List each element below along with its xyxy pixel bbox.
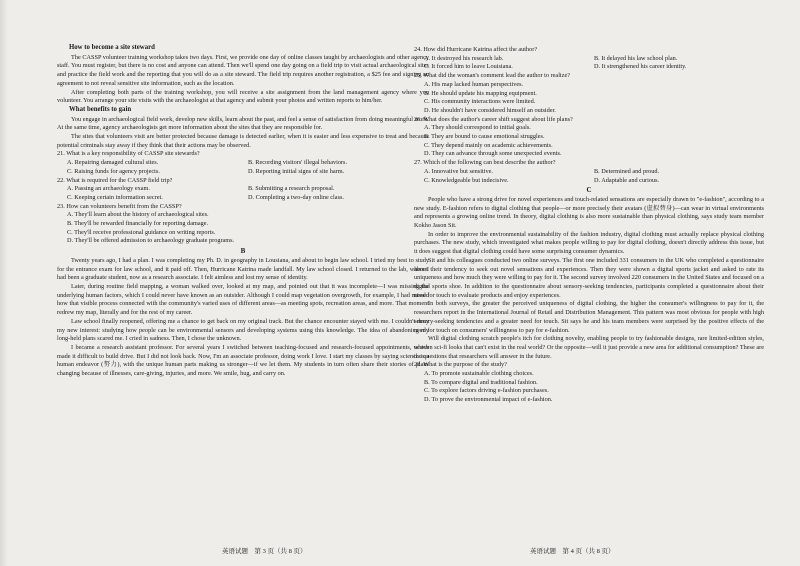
- option-25d: D. He shouldn't have considered himself an outsider.: [424, 106, 556, 114]
- option-22b: B. Submitting a research proposal.: [248, 185, 335, 193]
- option-28b: B. To compare digital and traditional fashion.: [424, 378, 538, 386]
- passage-b-paragraph-3: Law school finally reopened, offering me a chance to get back on my original track. But the chance encounter stayed with me. I couldn't deny my new interest: studying how people can be environmental sensors and developing systems using this knowledge. The idea of abandoning my long-held plans scared me. I cried in sadness. Then, I chose the unknown.: [57, 317, 429, 343]
- option-22d: D. Completing a two-day online class.: [248, 193, 344, 201]
- option-28d: D. To prove the environmental impact of e-fashion.: [424, 396, 553, 404]
- option-22a: A. Passing an archaeology exam.: [67, 185, 150, 193]
- option-21d: D. Reporting initial signs of site harm.: [248, 167, 345, 175]
- option-26a: A. They should correspond to initial goals.: [424, 124, 531, 132]
- question-28: 28. What is the purpose of the study?: [414, 361, 507, 369]
- passage-a-paragraph-1: The CASSP volunteer training workshop takes two days. First, we provide one day of online classes taught by archaeologists and other agency staff. You must register, but there is no cost and anyone can attend. Then we'll spend one day going on a field trip to visit actual archaeological sites and practice the field work and the reporting that you will do as a site steward. The field trip requires another registration, a $25 fee and signing an agreement to not reveal sensitive site information, such as the location.: [57, 53, 429, 87]
- option-25c: C. His community interactions were limited.: [424, 98, 536, 106]
- option-27d: D. Adaptable and curious.: [594, 176, 660, 184]
- question-26: 26. What does the author's career shift suggest about life plans?: [414, 115, 573, 123]
- option-27a: A. Innovative but sensitive.: [424, 167, 493, 175]
- passage-c-paragraph-5: Will digital clothing scratch people's itch for clothing novelty, enabling people to try fashionable designs, rare limited-edition styles, or even sci-fi looks that can't exist in the real world? Or the opposite—will it just provide a new area for additional consumption? These are the questions that researchers will answer in the future.: [414, 335, 764, 360]
- section-b-label: B: [240, 247, 246, 256]
- heading-site-steward: How to become a site steward: [69, 44, 155, 51]
- heading-benefits: What benefits to gain: [69, 105, 132, 113]
- question-25: 25. What did the woman's comment lead the author to realize?: [414, 72, 570, 80]
- right-page: [414, 46, 764, 405]
- question-21: 21. What is a key responsibility of CASSP site stewards?: [57, 150, 200, 158]
- option-21a: A. Repairing damaged cultural sites.: [67, 159, 159, 167]
- passage-a-paragraph-3: You engage in archaeological field work, develop new skills, learn about the past, and feel a sense of satisfaction from doing meaningful work. At the same time, agency archaeologists get more information about the sites that they are responsible for.: [57, 115, 429, 132]
- option-23b: B. They'll be rewarded financially for reporting damage.: [67, 220, 209, 228]
- question-24: 24. How did Hurricane Katrina affect the author?: [414, 46, 538, 53]
- option-27c: C. Knowledgeable but indecisive.: [424, 176, 509, 184]
- passage-a-paragraph-4: The sites that volunteers visit are better protected because damage is detected earlier, when it is easier and less expensive to treat and because potential criminals stay away if they think that their actions may be observed.: [57, 133, 429, 149]
- page-footer-3: 英语试题 第 3 页（共 8 页）: [222, 548, 307, 555]
- passage-c-paragraph-2: In order to improve the environmental sustainability of the fashion industry, digital clothing must actually replace physical clothing purchases. The new study, which investigated what makes people willing to pay for digital clothing, doesn't directly address this issue, but it does suggest that digital clothing could have some surprising consumer dynamics.: [414, 230, 764, 256]
- passage-a-paragraph-2: After completing both parts of the training workshop, you will receive a site assignment from the land management agency where you volunteer. You arrange your site visits with the archaeologist at that agency and submit your photos and written reports to him/her.: [57, 88, 429, 105]
- passage-b-paragraph-2: Later, during routine field mapping, a woman walked over, looked at my map, and pointed out that it was incomplete—I was missing the underlying human factors, which I could never have known as an outsider. Although I could map vegetation overgrowth, for example, I had missed how that visible process connected with the community's varied uses of different areas—as meeting spots, recreation areas, and more. That moment redrew my map, literally and for the rest of my career.: [57, 282, 429, 317]
- left-page: [57, 44, 429, 379]
- question-22: 22. What is required for the CASSP field trip?: [57, 176, 173, 184]
- option-26d: D. They can advance through some unexpected events.: [424, 150, 562, 158]
- option-24d: D. It strengthened his career identity.: [594, 63, 687, 71]
- option-28c: C. To explore factors driving e-fashion purchases.: [424, 387, 549, 395]
- option-22c: C. Keeping certain information secret.: [67, 193, 163, 201]
- question-22-options: [67, 185, 429, 202]
- passage-c-paragraph-3: Sit and his colleagues conducted two online surveys. The first one included 331 consumers in the UK who completed a questionnaire about their tendency to seek out novel sensations and experiences. Then they were shown a digital sports jacket and asked to rate its uniqueness and how much they were willing to pay for it. The second survey involved 220 consumers in the United States and focused on a digital sports shoe. In addition to the questionnaire about sensory-seeking tendencies, participants completed a questionnaire about their need for touch to evaluate products and enjoy experiences.: [414, 256, 764, 299]
- passage-b-paragraph-4: I became a research assistant professor. For several years I switched between teaching-focused and research-focused appointments, which made it difficult to build drive. But I did not look back. Now, I'm an associate professor, doing work I love. I start my classes by saying science is a human endeavor (努力), with the unique human parts making us stronger—if we let them. My students in turn often share their stories of plans changing because of illnesses, care-giving, injuries, and more. We smile, hug, and carry on.: [57, 343, 429, 378]
- scan-edge-shadow: [0, 0, 8, 566]
- option-24b: B. It delayed his law school plan.: [594, 54, 678, 62]
- question-23: 23. How can volunteers benefit from the CASSP?: [57, 202, 182, 210]
- passage-c-paragraph-4: In both surveys, the greater the perceived uniqueness of digital clothing, the higher the consumer's willingness to pay for it, the researchers report in the International Journal of Retail and Distribution Management. This pattern was most obvious for people with high sensory-seeking tendencies and a greater need for touch. Sit says he and his team members were surprised by the positive effects of the need for touch on consumers' willingness to pay for e-fashion.: [414, 300, 764, 334]
- option-26b: B. They are bound to cause emotional struggles.: [424, 133, 545, 141]
- option-28a: A. To promote sustainable clothing choices.: [424, 370, 534, 378]
- passage-b-paragraph-1: Twenty years ago, I had a plan. I was completing my Ph. D. in geography in Lousiana, and about to begin law school. I tried my best to study for the entrance exam for law school, and it paid off. Then, Hurricane Katrina made landfall. My law school closed. I returned to the lab, where I had been a graduate student, now as a research associate. I felt aimless and lost my sense of identity.: [57, 256, 429, 282]
- option-24c: C. It forced him to leave Louisiana.: [424, 63, 513, 71]
- option-27b: B. Determined and proud.: [594, 167, 660, 175]
- option-23d: D. They'll be offered admission to archaeology graduate programs.: [67, 237, 235, 245]
- page-footer-4: 英语试题 第 4 页（共 8 页）: [530, 548, 615, 555]
- question-27: 27. Which of the following can best describe the author?: [414, 159, 556, 167]
- passage-c-paragraph-1: People who have a strong drive for novel experiences and touch-related sensations are especially drawn to "e-fashion", according to a new study. E-fashion refers to digital clothing that people—or more precisely their avatars (虚拟替身)—can wear in virtual environments and represents a growing online trend. In theory, digital clothing is also more sustainable than physical clothing, says study team member Kokho Jason Sit.: [414, 195, 764, 230]
- section-c-label: C: [586, 186, 592, 195]
- option-23c: C. They'll receive professional guidance on writing reports.: [67, 228, 216, 236]
- option-25b: B. He should update his mapping equipment.: [424, 89, 537, 97]
- option-21c: C. Raising funds for agency projects.: [67, 167, 160, 175]
- option-26c: C. They depend mainly on academic achievements.: [424, 141, 553, 149]
- option-25a: A. His map lacked human perspectives.: [424, 80, 524, 88]
- question-24-options: [424, 55, 764, 72]
- question-27-options: [424, 168, 764, 185]
- option-24a: A. It destroyed his research lab.: [424, 54, 504, 62]
- option-23a: A. They'll learn about the history of archaeological sites.: [67, 211, 209, 219]
- question-21-options: [67, 159, 429, 176]
- option-21b: B. Recording visitors' illegal behaviors.: [248, 159, 348, 167]
